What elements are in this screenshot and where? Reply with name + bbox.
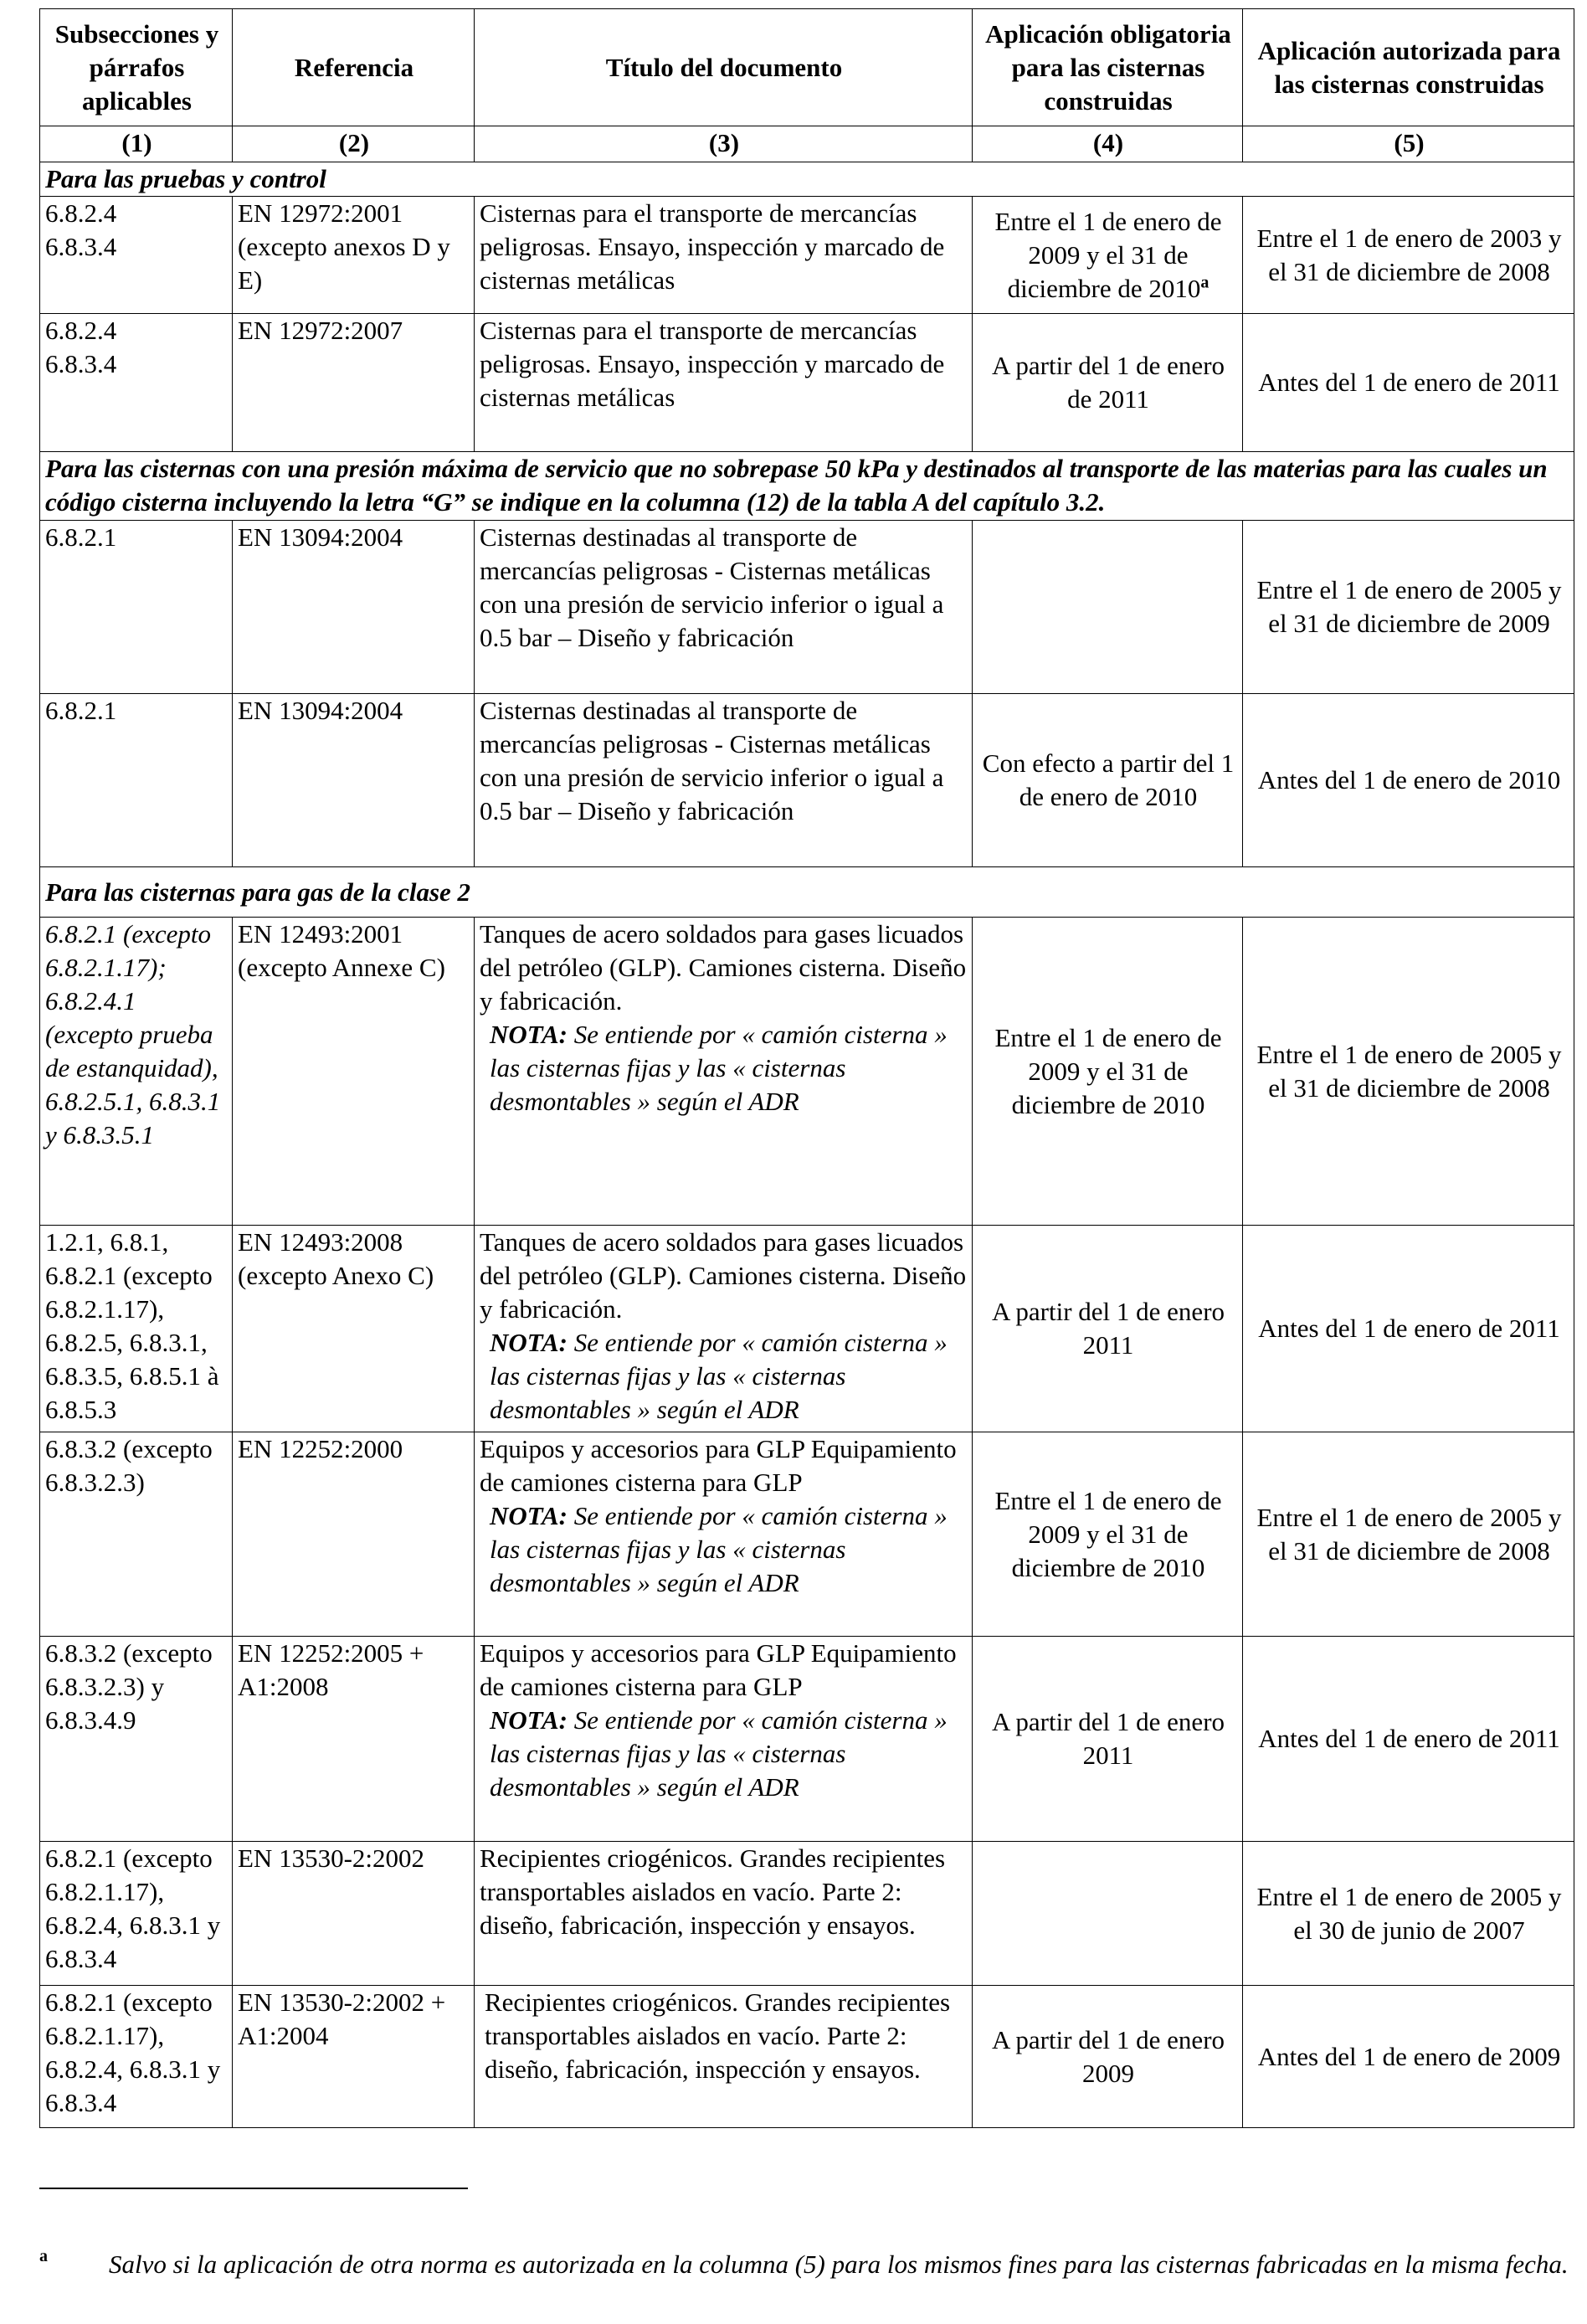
subsection-cell: 6.8.2.1 [40, 521, 233, 694]
column-number: (3) [475, 126, 973, 162]
subsection-cell: 6.8.3.2 (excepto 6.8.3.2.3) y 6.8.3.4.9 [40, 1637, 233, 1842]
note-label: NOTA: [490, 1020, 568, 1049]
section-heading: Para las cisternas para gas de la clase 2 [40, 867, 1574, 918]
mandatory-cell: Entre el 1 de enero de 2009 y el 31 de diciembre de 2010 [973, 1432, 1243, 1637]
footnote-ref: a [1200, 273, 1210, 292]
column-number: (2) [233, 126, 475, 162]
table-row [40, 1986, 1574, 2128]
reference-cell: EN 13094:2004 [233, 521, 475, 694]
mandatory-cell: Entre el 1 de enero de 2009 y el 31 de diciembre de 2010 [973, 918, 1243, 1226]
table-row [40, 694, 1574, 867]
title-cell [475, 1226, 973, 1432]
subsection-cell: 6.8.3.2 (excepto 6.8.3.2.3) [40, 1432, 233, 1637]
mandatory-cell: A partir del 1 de enero 2011 [973, 1637, 1243, 1842]
reference-cell: EN 12252:2005 + A1:2008 [233, 1637, 475, 1842]
section-row [40, 162, 1574, 197]
title-text: Equipos y accesorios para GLP Equipamiento de camiones cisterna para GLP [480, 1434, 957, 1497]
mandatory-cell [973, 521, 1243, 694]
footnote-text: Salvo si la aplicación de otra norma es autorizada en la columna (5) para los mismos fines para las cisternas fabricadas en la misma fecha. [109, 2249, 1569, 2279]
section-heading: Para las pruebas y control [40, 162, 1574, 197]
document-page [39, 8, 1574, 2279]
standards-table [39, 8, 1574, 2128]
reference-cell: EN 12972:2007 [233, 314, 475, 452]
footnote-mark: a [39, 2247, 48, 2265]
authorized-cell: Entre el 1 de enero de 2003 y el 31 de diciembre de 2008 [1243, 197, 1574, 314]
title-cell [475, 1432, 973, 1637]
mandatory-cell: A partir del 1 de enero 2011 [973, 1226, 1243, 1432]
authorized-cell: Entre el 1 de enero de 2005 y el 31 de diciembre de 2008 [1243, 1432, 1574, 1637]
title-cell [475, 918, 973, 1226]
mandatory-cell [973, 1842, 1243, 1986]
footnote-separator [39, 2188, 468, 2189]
authorized-cell: Antes del 1 de enero de 2010 [1243, 694, 1574, 867]
header-mandatory-application: Aplicación obligatoria para las cisternas construidas [973, 9, 1243, 126]
section-heading: Para las cisternas con una presión máxima de servicio que no sobrepase 50 kPa y destinados al transporte de las materias para las cuales un código cisterna incluyendo la letra “G” se indique en la columna (12) de la tabla A del capítulo 3.2. [40, 452, 1574, 521]
header-row [40, 9, 1574, 126]
authorized-cell: Antes del 1 de enero de 2009 [1243, 1986, 1574, 2128]
table-row [40, 918, 1574, 1226]
reference-cell: EN 12493:2001 (excepto Annexe C) [233, 918, 475, 1226]
authorized-cell: Entre el 1 de enero de 2005 y el 31 de diciembre de 2009 [1243, 521, 1574, 694]
authorized-cell: Antes del 1 de enero de 2011 [1243, 1637, 1574, 1842]
section-row [40, 867, 1574, 918]
table-row [40, 1842, 1574, 1986]
mandatory-text: Entre el 1 de enero de 2009 y el 31 de diciembre de 2010 [994, 206, 1222, 303]
note-text [480, 1704, 968, 1804]
note-text [480, 1326, 968, 1427]
table-header [40, 9, 1574, 126]
note-label: NOTA: [490, 1705, 568, 1735]
title-text: Tanques de acero soldados para gases licuados del petróleo (GLP). Camiones cisterna. Diseño y fabricación. [480, 1227, 967, 1324]
note-body: Se entiende por « camión cisterna » las cisternas fijas y las « cisternas desmontables » según el ADR [490, 1020, 948, 1116]
title-cell: Recipientes criogénicos. Grandes recipientes transportables aislados en vacío. Parte 2: diseño, fabricación, inspección y ensayos. [475, 1842, 973, 1986]
title-cell: Recipientes criogénicos. Grandes recipientes transportables aislados en vacío. Parte 2: diseño, fabricación, inspección y ensayos. [475, 1986, 973, 2128]
subsection-cell: 6.8.2.1 (excepto 6.8.2.1.17), 6.8.2.4, 6.8.3.1 y 6.8.3.4 [40, 1842, 233, 1986]
title-cell: Cisternas destinadas al transporte de mercancías peligrosas - Cisternas metálicas con una presión de servicio inferior o igual a 0.5 bar – Diseño y fabricación [475, 521, 973, 694]
column-number: (5) [1243, 126, 1574, 162]
header-document-title: Título del documento [475, 9, 973, 126]
reference-cell: EN 12252:2000 [233, 1432, 475, 1637]
title-cell [475, 1637, 973, 1842]
mandatory-cell: Con efecto a partir del 1 de enero de 2010 [973, 694, 1243, 867]
reference-cell: EN 12493:2008 (excepto Anexo C) [233, 1226, 475, 1432]
authorized-cell: Entre el 1 de enero de 2005 y el 31 de diciembre de 2008 [1243, 918, 1574, 1226]
mandatory-cell [973, 197, 1243, 314]
column-number: (1) [40, 126, 233, 162]
reference-cell: EN 13530-2:2002 [233, 1842, 475, 1986]
title-cell: Cisternas para el transporte de mercancías peligrosas. Ensayo, inspección y marcado de cisternas metálicas [475, 197, 973, 314]
title-cell: Cisternas para el transporte de mercancías peligrosas. Ensayo, inspección y marcado de cisternas metálicas [475, 314, 973, 452]
mandatory-cell: A partir del 1 de enero de 2011 [973, 314, 1243, 452]
table-row [40, 197, 1574, 314]
subsection-cell: 6.8.2.1 (excepto 6.8.2.1.17); 6.8.2.4.1 (excepto prueba de estanquidad), 6.8.2.5.1, 6.8.3.1 y 6.8.3.5.1 [40, 918, 233, 1226]
mandatory-cell: A partir del 1 de enero 2009 [973, 1986, 1243, 2128]
table-row [40, 1637, 1574, 1842]
subsection-cell: 1.2.1, 6.8.1, 6.8.2.1 (excepto 6.8.2.1.17), 6.8.2.5, 6.8.3.1, 6.8.3.5, 6.8.5.1 à 6.8.5.3 [40, 1226, 233, 1432]
subsection-cell: 6.8.2.1 [40, 694, 233, 867]
table-row [40, 314, 1574, 452]
header-subsections: Subsecciones y párrafos aplicables [40, 9, 233, 126]
table-row [40, 1432, 1574, 1637]
section-row [40, 452, 1574, 521]
reference-cell: EN 13530-2:2002 + A1:2004 [233, 1986, 475, 2128]
header-reference: Referencia [233, 9, 475, 126]
note-text [480, 1499, 968, 1600]
subsection-cell: 6.8.2.4 6.8.3.4 [40, 197, 233, 314]
note-body: Se entiende por « camión cisterna » las cisternas fijas y las « cisternas desmontables » según el ADR [490, 1705, 948, 1802]
note-body: Se entiende por « camión cisterna » las cisternas fijas y las « cisternas desmontables » según el ADR [490, 1501, 948, 1597]
reference-cell: EN 12972:2001 (excepto anexos D y E) [233, 197, 475, 314]
title-cell: Cisternas destinadas al transporte de mercancías peligrosas - Cisternas metálicas con una presión de servicio inferior o igual a 0.5 bar – Diseño y fabricación [475, 694, 973, 867]
authorized-cell: Antes del 1 de enero de 2011 [1243, 314, 1574, 452]
subsection-cell: 6.8.2.4 6.8.3.4 [40, 314, 233, 452]
note-text [480, 1018, 968, 1118]
authorized-cell: Entre el 1 de enero de 2005 y el 30 de junio de 2007 [1243, 1842, 1574, 1986]
header-authorized-application: Aplicación autorizada para las cisternas construidas [1243, 9, 1574, 126]
authorized-cell: Antes del 1 de enero de 2011 [1243, 1226, 1574, 1432]
reference-cell: EN 13094:2004 [233, 694, 475, 867]
column-number: (4) [973, 126, 1243, 162]
note-body: Se entiende por « camión cisterna » las cisternas fijas y las « cisternas desmontables » según el ADR [490, 1328, 948, 1424]
table-row [40, 521, 1574, 694]
column-number-row [40, 126, 1574, 162]
note-label: NOTA: [490, 1501, 568, 1530]
note-label: NOTA: [490, 1328, 568, 1357]
subsection-cell: 6.8.2.1 (excepto 6.8.2.1.17), 6.8.2.4, 6.8.3.1 y 6.8.3.4 [40, 1986, 233, 2128]
title-text: Tanques de acero soldados para gases licuados del petróleo (GLP). Camiones cisterna. Diseño y fabricación. [480, 919, 967, 1015]
table-row [40, 1226, 1574, 1432]
title-text: Equipos y accesorios para GLP Equipamiento de camiones cisterna para GLP [480, 1638, 957, 1701]
footnote [39, 2248, 1574, 2281]
